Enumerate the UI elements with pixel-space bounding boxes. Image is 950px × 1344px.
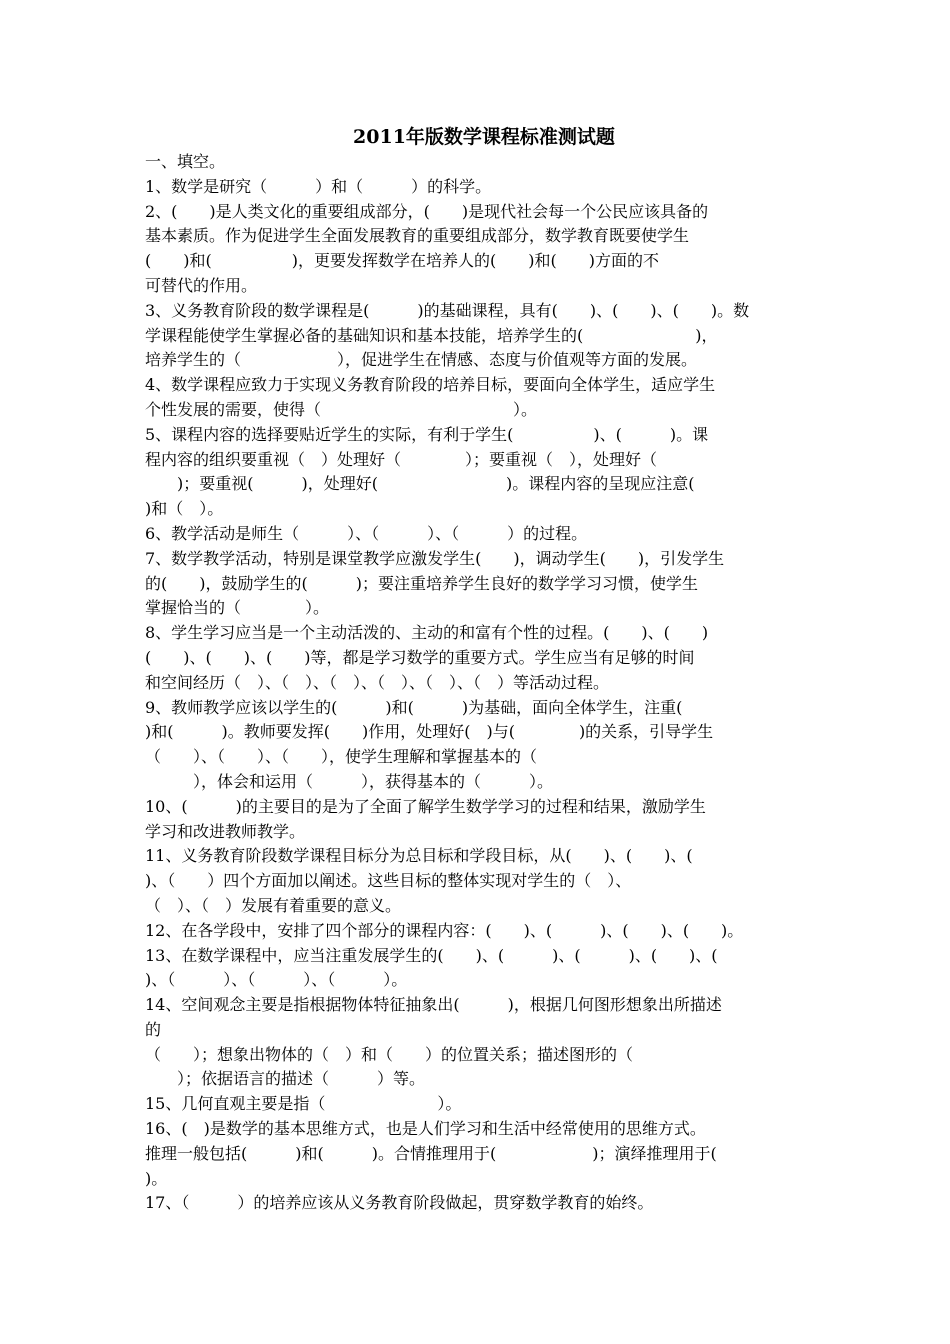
text-line: 7、数学教学活动，特别是课堂教学应激发学生( )，调动学生( )，引发学生 (145, 548, 725, 568)
text-line: 的( )，鼓励学生的( )；要注重培养学生良好的数学学习习惯，使学生 (145, 573, 698, 593)
text-line: （ ）、（ ）、（ ），使学生理解和掌握基本的（ (145, 747, 538, 767)
text-line: 5、课程内容的选择要贴近学生的实际，有利于学生( )、( )。课 (145, 424, 709, 444)
text-line: 12、在各学段中，安排了四个部分的课程内容：( )、( )、( )、( )。 (145, 920, 744, 940)
text-line: 和空间经历（ ）、（ ）、（ ）、（ ）、（ ）、（ ）等活动过程。 (145, 672, 610, 692)
text-line: 个性发展的需要，使得（ ）。 (145, 399, 538, 419)
text-line: 4、数学课程应致力于实现义务教育阶段的培养目标，要面向全体学生，适应学生 (145, 375, 716, 395)
text-line: 6、教学活动是师生（ ）、（ ）、（ ）的过程。 (145, 523, 588, 543)
text-line: )和( )。教师要发挥( )作用，处理好( )与( )的关系，引导学生 (145, 722, 714, 742)
text-line: ）；依据语言的描述（ ）等。 (145, 1069, 426, 1089)
text-line: 2、( )是人类文化的重要组成部分，( )是现代社会每一个公民应该具备的 (145, 201, 709, 221)
text-line: （ ）、（ ）发展有着重要的意义。 (145, 895, 402, 915)
text-line: 基本素质。作为促进学生全面发展教育的重要组成部分，数学教育既要使学生 (145, 226, 690, 246)
text-line: 10、( )的主要目的是为了全面了解学生数学学习的过程和结果，激励学生 (145, 796, 706, 816)
text-line: 9、教师教学应该以学生的( )和( )为基础，面向全体学生，注重( (145, 697, 683, 717)
text-line: 15、几何直观主要是指（ ）。 (145, 1094, 462, 1114)
text-line: ），体会和运用（ ），获得基本的（ ）。 (145, 771, 554, 791)
text-line: )、（ ）四个方面加以阐述。这些目标的整体实现对学生的（ ）、 (145, 871, 632, 891)
document-body (145, 150, 813, 1216)
text-line: 掌握恰当的（ ）。 (145, 598, 330, 618)
text-line: 可替代的作用。 (145, 275, 258, 295)
text-line: 17、（ ）的培养应该从义务教育阶段做起，贯穿数学教育的始终。 (145, 1193, 654, 1213)
text-line: 11、义务教育阶段数学课程目标分为总目标和学段目标，从( )、( )、( (145, 846, 693, 866)
text-line: 推理一般包括( )和( )。合情推理用于( )；演绎推理用于( (145, 1143, 717, 1163)
text-line: 14、空间观念主要是指根据物体特征抽象出( )，根据几何图形想象出所描述 (145, 995, 722, 1015)
text-line: ( )和( )，更要发挥数学在培养人的( )和( )方面的不 (145, 251, 659, 271)
text-line: 学习和改进教师教学。 (145, 821, 306, 841)
text-line: 的 (145, 1019, 162, 1039)
text-line: 程内容的组织要重视（ ）处理好（ ）；要重视（ ），处理好（ (145, 449, 658, 469)
text-line: 一、填空。 (145, 152, 226, 171)
text-line: )；要重视( )，处理好( )。课程内容的呈现应注意( (145, 474, 695, 494)
text-line: （ ）；想象出物体的（ ）和（ ）的位置关系；描述图形的（ (145, 1044, 634, 1064)
text-line: 1、数学是研究（ ）和（ ）的科学。 (145, 176, 492, 196)
text-line: )和（ ）。 (145, 499, 224, 519)
text-line: )、（ ）、（ ）、（ ）。 (145, 970, 408, 990)
text-line: 13、在数学课程中，应当注重发展学生的( )、( )、( )、( )、( (145, 945, 718, 965)
text-line: 16、( )是数学的基本思维方式，也是人们学习和生活中经常使用的思维方式。 (145, 1119, 706, 1139)
text-line: 3、义务教育阶段的数学课程是( )的基础课程，具有( )、( )、( )。数 (145, 300, 750, 320)
text-line: 培养学生的（ ），促进学生在情感、态度与价值观等方面的发展。 (145, 350, 698, 370)
text-line: ( )、( )、( )等，都是学习数学的重要方式。学生应当有足够的时间 (145, 647, 695, 667)
text-line: 8、学生学习应当是一个主动活泼的、主动的和富有个性的过程。( )、( ) (145, 623, 709, 643)
text-line: )。 (145, 1168, 168, 1188)
document-page (145, 124, 813, 1216)
document-title: 2011年版数学课程标准测试题 (353, 126, 615, 148)
text-line: 学课程能使学生掌握必备的基础知识和基本技能，培养学生的( )， (145, 325, 718, 345)
